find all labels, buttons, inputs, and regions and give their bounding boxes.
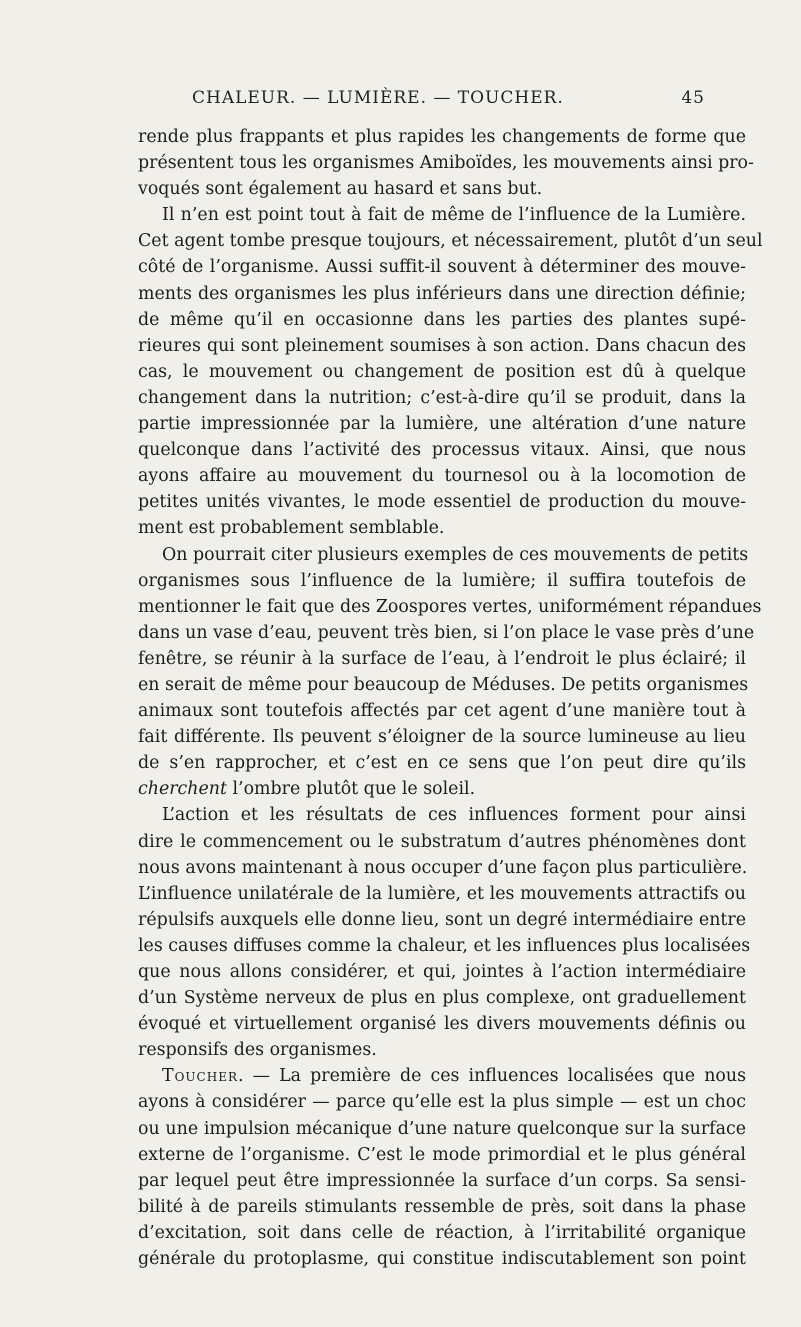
text-line: ayons affaire au mouvement du tournesol ou à la locomotion de xyxy=(138,466,746,487)
text-line: changement dans la nutrition; c’est-à-dire qu’il se produit, dans la xyxy=(138,387,746,408)
text-line: animaux sont toutefois affectés par cet agent d’une manière tout à xyxy=(138,701,746,722)
text-line: répulsifs auxquels elle donne lieu, sont un degré intermédiaire entre xyxy=(138,909,746,930)
text-line xyxy=(138,776,746,802)
text-line: bilité à de pareils stimulants ressemble de près, soit dans la phase xyxy=(138,1196,746,1217)
text-line: fenêtre, se réunir à la surface de l’eau, à l’endroit le plus éclairé; il xyxy=(138,648,746,669)
text-line: les causes diffuses comme la chaleur, et les influences plus localisées xyxy=(138,935,751,956)
text-line: générale du protoplasme, qui constitue indiscutablement son point xyxy=(138,1249,746,1270)
text-line xyxy=(138,1063,746,1089)
line-rest: . — La première de ces influences localisées que nous xyxy=(238,1066,746,1087)
text-line: ou une impulsion mécanique d’une nature quelconque sur la surface xyxy=(138,1118,746,1139)
text-line: On pourrait citer plusieurs exemples de ces mouvements de petits xyxy=(162,544,749,565)
text-line: dire le commencement ou le substratum d’autres phénomènes dont xyxy=(138,831,746,852)
text-line: Il n’en est point tout à fait de même de l’influence de la Lumière. xyxy=(162,205,746,226)
text-line: d’excitation, soit dans celle de réaction, à l’irritabilité organique xyxy=(138,1222,746,1243)
text-line: de s’en rapprocher, et c’est en ce sens que l’on peut dire qu’ils xyxy=(138,753,746,774)
body-text xyxy=(138,124,763,1272)
text-line: externe de l’organisme. C’est le mode primordial et le plus général xyxy=(138,1144,746,1165)
text-line: rieures qui sont pleinement soumises à son action. Dans chacun des xyxy=(138,335,746,356)
text-line: cas, le mouvement ou changement de position est dû à quelque xyxy=(138,361,746,382)
text-line: évoqué et virtuellement organisé les divers mouvements définis ou xyxy=(138,1014,746,1035)
text-line: ments des organismes les plus inférieurs dans une direction définie; xyxy=(138,283,746,304)
text-line: nous avons maintenant à nous occuper d’une façon plus particulière. xyxy=(138,857,748,878)
page-number: 45 xyxy=(681,88,705,108)
text-line: L’action et les résultats de ces influences forment pour ainsi xyxy=(162,805,746,826)
text-line: quelconque dans l’activité des processus vitaux. Ainsi, que nous xyxy=(138,440,746,461)
text-line: mentionner le fait que des Zoospores vertes, uniformément répandues xyxy=(138,596,762,617)
text-line: organismes sous l’influence de la lumière; il suffira toutefois de xyxy=(138,570,746,591)
text-line: partie impressionnée par la lumière, une altération d’une nature xyxy=(138,414,746,435)
text-line: rende plus frappants et plus rapides les changements de forme que xyxy=(138,127,746,147)
text-line: que nous allons considérer, et qui, jointes à l’action intermédiaire xyxy=(138,962,746,982)
text-line: par lequel peut être impressionnée la surface d’un corps. Sa sensi- xyxy=(138,1170,746,1191)
text-line: voqués sont également au hasard et sans but. xyxy=(138,179,543,200)
section-heading-inline: Toucher xyxy=(162,1066,238,1087)
running-head-title: CHALEUR. — LUMIÈRE. — TOUCHER. xyxy=(192,88,564,108)
text-line: dans un vase d’eau, peuvent très bien, si l’on place le vase près d’une xyxy=(138,622,755,643)
italic-emphasis: cherchent xyxy=(138,779,227,800)
text-line: L’influence unilatérale de la lumière, et les mouvements attractifs ou xyxy=(138,883,746,904)
text-line: présentent tous les organismes Amiboïdes, les mouvements ainsi pro- xyxy=(138,153,754,174)
text-line: responsifs des organismes. xyxy=(138,1040,377,1061)
text-line: Cet agent tombe presque toujours, et nécessairement, plutôt d’un seul xyxy=(138,231,763,252)
text-line: de même qu’il en occasionne dans les parties des plantes supé- xyxy=(138,309,746,330)
text-line: petites unités vivantes, le mode essentiel de production du mouve- xyxy=(138,492,746,513)
text-line: d’un Système nerveux de plus en plus complexe, ont graduellement xyxy=(138,988,746,1009)
line-rest: l’ombre plutôt que le soleil. xyxy=(226,779,476,800)
text-line: fait différente. Ils peuvent s’éloigner de la source lumineuse au lieu xyxy=(138,727,746,748)
running-head xyxy=(140,88,705,112)
text-line: ayons à considérer — parce qu’elle est la plus simple — est un choc xyxy=(138,1092,746,1113)
text-line: en serait de même pour beaucoup de Méduses. De petits organismes xyxy=(138,674,749,695)
text-line: ment est probablement semblable. xyxy=(138,518,445,539)
text-line: côté de l’organisme. Aussi suffit-il souvent à déterminer des mouve- xyxy=(138,257,746,278)
